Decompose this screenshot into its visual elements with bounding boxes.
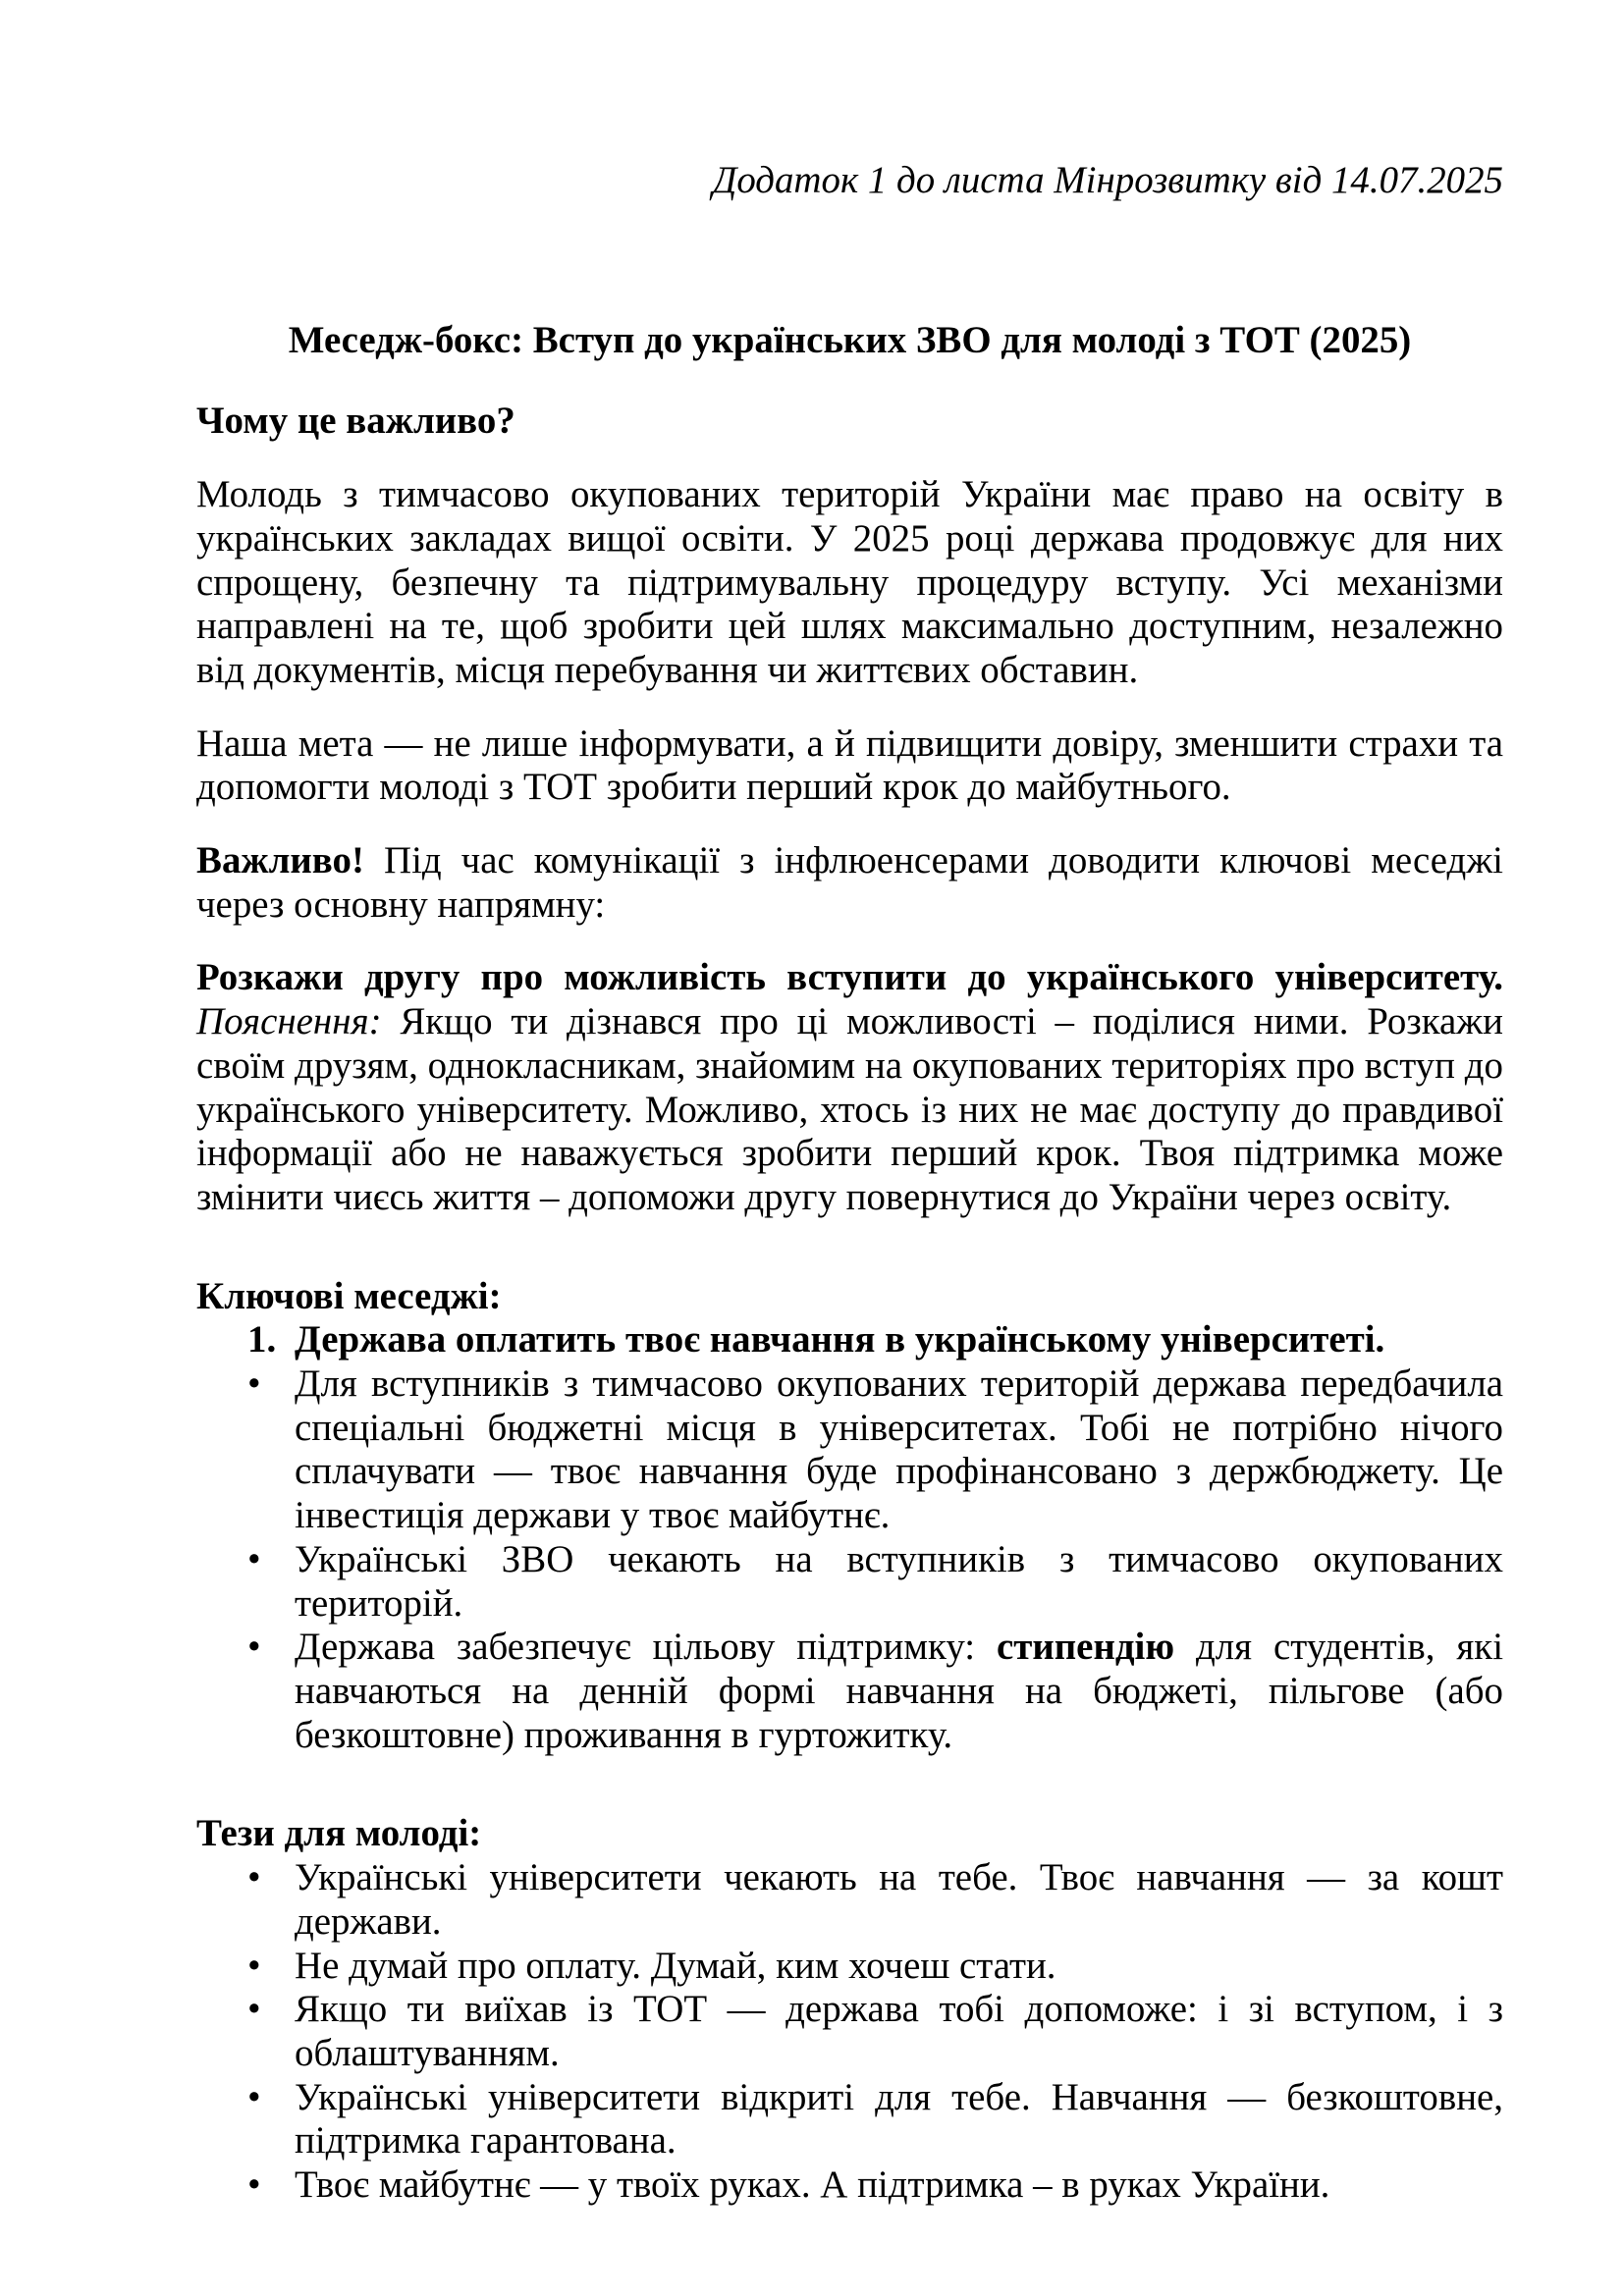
list-item-text-post: для студентів, які навчаються на денній формі навчання на бюджеті, пільгове (або безкоштовне) проживання в гуртожитку. <box>295 1626 1504 1756</box>
cta-explanation-text: Якщо ти дізнався про ці можливості – поділися ними. Розкажи своїм друзям, однокласникам, знайомим на окупованих територіях про вступ до українського університету. Можливо, хтось із них не має доступу до правдивої інформації або не наважується зробити перший крок. Твоя підтримка може змінити чиєсь життя – допоможи другу повернутися до України через освіту. <box>196 1000 1503 1218</box>
bullet-marker: • <box>247 1944 261 1987</box>
list-item-text: Для вступників з тимчасово окупованих територій держава передбачила спеціальні бюджетні місця в університетах. Тобі не потрібно нічого сплачувати — твоє навчання буде профінансовано з держбюджету. Це інвестиція держави у твоє майбутнє. <box>295 1362 1503 1537</box>
bullet-marker: • <box>247 1988 261 2031</box>
theses-list <box>196 1856 1503 2208</box>
doc-title: Меседж-бокс: Вступ до українських ЗВО для молоді з ТОТ (2025) <box>288 318 1412 361</box>
bullet-marker: • <box>247 1626 261 1669</box>
list-item-text-bold: стипендію <box>997 1626 1175 1669</box>
list-item-text: Твоє майбутнє — у твоїх руках. А підтримка – в руках України. <box>295 2163 1330 2207</box>
list-item <box>196 1988 1503 2075</box>
list-item-text: Не думай про оплату. Думай, ким хочеш стати. <box>295 1944 1056 1987</box>
bullet-marker: • <box>247 2075 261 2118</box>
header-note: Додаток 1 до листа Мінрозвитку від 14.07.2025 <box>712 159 1503 201</box>
list-item-text: Українські ЗВО чекають на вступників з тимчасово окупованих територій. <box>295 1537 1503 1625</box>
list-item <box>196 2163 1503 2208</box>
paragraph-cta <box>196 956 1503 1219</box>
paragraph-goal: Наша мета — не лише інформувати, а й підвищити довіру, зменшити страхи та допомогти молоді з ТОТ зробити перший крок до майбутнього. <box>196 721 1503 809</box>
important-text: Під час комунікації з інфлюенсерами доводити ключові меседжі через основну напрямну: <box>196 839 1503 926</box>
list-item <box>196 1538 1503 1626</box>
number-marker: 1. <box>247 1318 277 1362</box>
section-heading-key-messages: Ключові меседжі: <box>196 1274 502 1317</box>
cta-explanation-label: Пояснення: <box>196 1000 382 1043</box>
list-item <box>196 1856 1503 1944</box>
important-label: Важливо! <box>196 839 364 882</box>
section-heading-why: Чому це важливо? <box>196 400 515 443</box>
list-item-text-pre: Держава забезпечує цільову підтримку: <box>295 1626 997 1669</box>
numbered-item-text: Держава оплатить твоє навчання в українському університеті. <box>295 1318 1385 1362</box>
bullet-marker: • <box>247 1362 261 1406</box>
paragraph-rights: Молодь з тимчасово окупованих територій України має право на освіту в українських закладах вищої освіти. У 2025 році держава продовжує для них спрощену, безпечну та підтримувальну процедуру вступу. Усі механізми направлені на те, щоб зробити цей шлях максимально доступним, незалежно від документів, місця перебування чи життєвих обставин. <box>196 473 1503 691</box>
list-item <box>196 1362 1503 1538</box>
list-item-text: Українські університети чекають на тебе. Твоє навчання — за кошт держави. <box>295 1856 1503 1943</box>
section-heading-theses: Тези для молоді: <box>196 1812 482 1855</box>
numbered-item <box>196 1318 1503 1362</box>
list-item <box>196 1626 1503 1757</box>
bullet-marker: • <box>247 1856 261 1899</box>
list-item-text: Якщо ти виїхав із ТОТ — держава тобі допоможе: і зі вступом, і з облаштуванням. <box>295 1988 1503 2074</box>
bullet-marker: • <box>247 1537 261 1580</box>
list-item <box>196 2076 1503 2163</box>
key-messages-list <box>196 1318 1503 1757</box>
list-item <box>196 1945 1503 1989</box>
bullet-marker: • <box>247 2163 261 2207</box>
paragraph-important <box>196 839 1503 927</box>
list-item-text: Українські університети відкриті для тебе. Навчання — безкоштовне, підтримка гарантована. <box>295 2075 1503 2163</box>
cta-bold-text: Розкажи другу про можливість вступити до українського університету. <box>196 956 1503 999</box>
